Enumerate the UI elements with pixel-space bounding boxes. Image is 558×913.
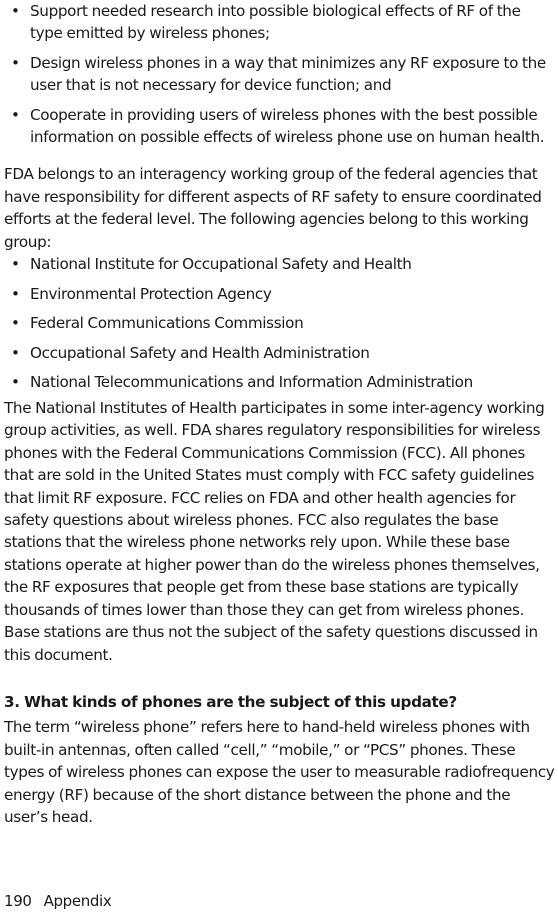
list-item-text: Cooperate in providing users of wireless phones with the best possible information on possible effects of wireless phone use on human health.	[30, 105, 545, 147]
bullet-icon: •	[11, 53, 20, 72]
bullet-icon: •	[11, 2, 20, 20]
agency-list	[4, 253, 557, 394]
list-item-text: Support needed research into possible biological effects of RF of the type emitted by wireless phones;	[30, 2, 521, 43]
list-item	[4, 283, 557, 305]
document-page	[4, 0, 557, 828]
bullet-icon: •	[11, 255, 20, 274]
list-item	[4, 253, 557, 275]
bullet-icon: •	[11, 105, 20, 124]
list-item	[4, 0, 557, 45]
list-item-text: National Institute for Occupational Safety and Health	[30, 255, 412, 274]
page-number: 190	[4, 892, 32, 910]
section-heading: 3. What kinds of phones are the subject of this update?	[4, 692, 457, 711]
fda-actions-list	[4, 0, 557, 148]
page-footer	[4, 890, 111, 912]
list-item	[4, 342, 557, 364]
bullet-icon: •	[11, 314, 20, 333]
list-item	[4, 312, 557, 334]
list-item	[4, 104, 557, 149]
list-item	[4, 371, 557, 393]
bullet-icon: •	[11, 373, 20, 392]
nih-paragraph: The National Institutes of Health participates in some inter-agency working group activities, as well. FDA shares regulatory responsibilities for wireless phones with the Federal Communications Commission (FCC). All phones that are sold in the United States must comply with FCC safety guidelines that limit RF exposure. FCC relies on FDA and other health agencies for safety questions about wireless phones. FCC also regulates the base stations that the wireless phone networks rely upon. While these base stations operate at higher power than do the wireless phones themselves, the RF exposures that people get from these base stations are typically thousands of times lower than those they can get from wireless phones. Base stations are thus not the subject of the safety questions discussed in this document.	[4, 399, 545, 664]
phones-paragraph: The term “wireless phone” refers here to hand-held wireless phones with built-in antennas, often called “cell,” “mobile,” or “PCS” phones. These types of wireless phones can expose the user to measurable radiofrequency energy (RF) because of the short distance between the phone and the user’s head.	[4, 718, 555, 826]
list-item-text: Environmental Protection Agency	[30, 284, 272, 303]
bullet-icon: •	[11, 343, 20, 362]
bullet-icon: •	[11, 284, 20, 303]
list-item	[4, 52, 557, 97]
list-item-text: Federal Communications Commission	[30, 314, 304, 333]
interagency-paragraph: FDA belongs to an interagency working group of the federal agencies that have responsibility for different aspects of RF safety to ensure coordinated efforts at the federal level. The following agencies belong to this working group:	[4, 165, 542, 251]
footer-section-label: Appendix	[43, 892, 112, 910]
list-item-text: Design wireless phones in a way that minimizes any RF exposure to the user that is not necessary for device function; and	[30, 53, 546, 95]
list-item-text: Occupational Safety and Health Administration	[30, 343, 370, 362]
list-item-text: National Telecommunications and Information Administration	[30, 373, 473, 392]
